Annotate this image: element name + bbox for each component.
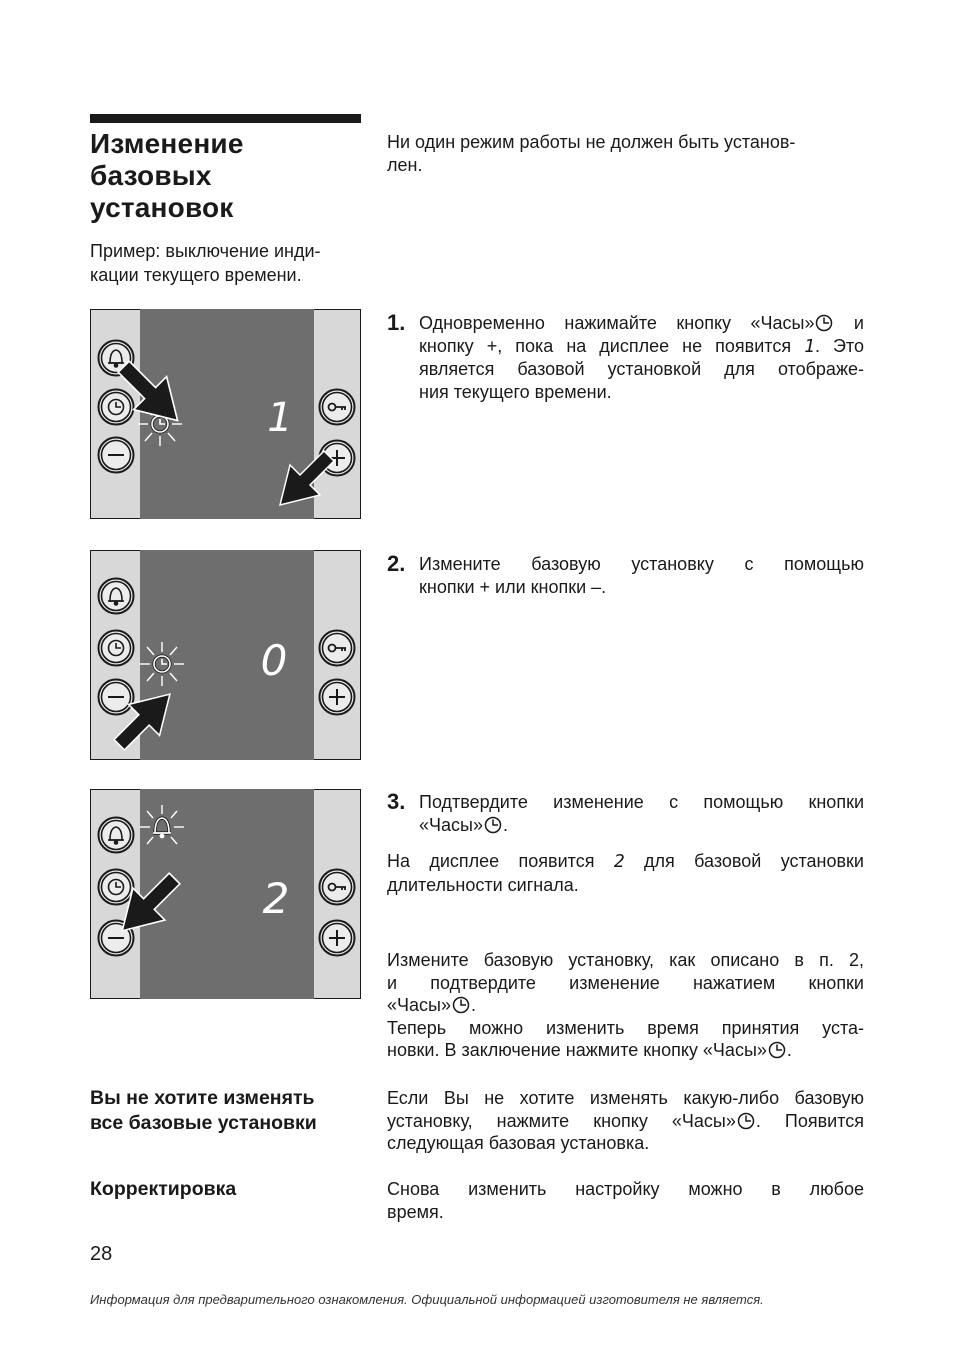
bell-button[interactable]	[99, 579, 134, 614]
text-run: Одновременно нажимайте кнопку «Часы»	[419, 313, 815, 333]
section-title	[90, 128, 370, 224]
text-run: Подтвердите изменение с помощью кнопки	[419, 792, 864, 812]
text-line	[387, 1132, 864, 1155]
display-digit: 0	[260, 636, 288, 685]
plus-button[interactable]	[320, 680, 355, 715]
text-run: и	[834, 313, 864, 333]
clock-icon	[452, 996, 470, 1014]
clock-icon	[815, 314, 833, 332]
text-run: На дисплее появится	[387, 851, 614, 871]
text-line	[419, 358, 864, 381]
section-rule	[90, 114, 361, 123]
text-run: .	[786, 1040, 792, 1060]
text-run: установку, нажмите кнопку «Часы»	[387, 1110, 736, 1131]
text-line	[419, 576, 864, 599]
text-line	[387, 1017, 864, 1040]
example-text	[90, 239, 370, 287]
section-title-line: Изменение	[90, 128, 244, 159]
clock-icon	[484, 816, 502, 834]
text-run: «Часы»	[387, 995, 451, 1015]
text-line	[387, 994, 864, 1017]
step-2-text	[419, 553, 864, 598]
section-title-line: базовых	[90, 160, 212, 191]
control-panel-step-2	[90, 550, 361, 760]
clock-button[interactable]	[99, 870, 134, 905]
text-run: Измените базовую установку с помощью	[419, 554, 864, 574]
display-digit: 2	[262, 874, 290, 923]
text-line	[387, 1087, 864, 1110]
text-run: кнопки + или кнопки –.	[419, 576, 607, 597]
text-run: . Это	[814, 335, 864, 356]
section-title-line: установок	[90, 192, 234, 223]
correction-heading: Корректировка	[90, 1178, 237, 1200]
intro-line: лен.	[387, 154, 423, 175]
skip-paragraph	[387, 1087, 864, 1155]
text-line	[419, 791, 864, 814]
key-button[interactable]	[320, 631, 355, 666]
display-digit: 1	[267, 395, 293, 441]
text-run: «Часы»	[419, 814, 483, 835]
disclaimer: Информация для предварительного ознакомления. Официальной информацией изготовителя не является.	[90, 1292, 764, 1307]
skip-heading-line: все базовые установки	[90, 1112, 317, 1134]
text-run: ния текущего времени.	[419, 381, 612, 402]
text-line	[387, 850, 864, 874]
text-run: Теперь можно изменить время принятия уста-	[387, 1017, 864, 1038]
bell-button[interactable]	[99, 818, 134, 853]
key-button[interactable]	[320, 870, 355, 905]
text-line	[387, 949, 864, 972]
correction-paragraph	[387, 1178, 864, 1223]
text-run: является базовой установкой для отображе-	[419, 359, 864, 379]
segment-digit: 1	[804, 335, 815, 357]
step-number: 1.	[387, 310, 406, 335]
step-3-text	[419, 791, 864, 836]
text-run: Если Вы не хотите изменять какую-либо базовую	[387, 1088, 864, 1108]
step-number: 2.	[387, 551, 406, 576]
clock-icon	[737, 1112, 755, 1130]
text-line	[387, 874, 864, 897]
minus-button[interactable]	[99, 680, 134, 715]
step-number: 3.	[387, 789, 406, 814]
text-line	[419, 814, 864, 837]
text-line	[387, 1110, 864, 1133]
text-line	[387, 972, 864, 995]
correction-line: Снова изменить настройку можно в любое	[387, 1179, 864, 1199]
text-run: кнопку +, пока на дисплее не появится	[419, 335, 805, 356]
plus-button[interactable]	[320, 921, 355, 956]
page-number: 28	[90, 1243, 113, 1265]
further-steps-paragraph	[387, 949, 864, 1062]
step-1-text	[419, 312, 864, 403]
example-line: кации текущего времени.	[90, 265, 302, 285]
text-line	[387, 1039, 864, 1062]
correction-line: время.	[387, 1201, 444, 1222]
text-line	[419, 335, 864, 359]
clock-button[interactable]	[99, 631, 134, 666]
text-run: длительности сигнала.	[387, 874, 579, 895]
text-run: .	[470, 995, 476, 1015]
text-line	[419, 381, 864, 404]
display-note-paragraph	[387, 850, 864, 896]
text-line	[419, 553, 864, 576]
minus-button[interactable]	[99, 438, 134, 473]
example-line: Пример: выключение инди-	[90, 241, 321, 261]
skip-heading	[90, 1086, 375, 1136]
text-run: и подтвердите изменение нажатием кнопки	[387, 972, 864, 993]
text-line	[419, 312, 864, 335]
clock-icon	[768, 1041, 786, 1059]
text-run: новки. В заключение нажмите кнопку «Часы»	[387, 1040, 767, 1060]
key-button[interactable]	[320, 390, 355, 425]
control-panel-step-1	[90, 309, 361, 519]
segment-digit: 2	[613, 851, 625, 872]
control-panel-step-3	[90, 789, 361, 999]
text-run: следующая базовая установка.	[387, 1133, 650, 1153]
intro-line: Ни один режим работы не должен быть установ-	[387, 132, 796, 152]
skip-heading-line: Вы не хотите изменять	[90, 1087, 315, 1109]
intro-paragraph	[387, 131, 864, 176]
clock-button[interactable]	[99, 390, 134, 425]
text-run: для базовой установки	[624, 851, 864, 871]
text-run: Измените базовую установку, как описано в п. 2,	[387, 950, 864, 970]
text-run: .	[502, 814, 508, 835]
text-run: . Появится	[755, 1110, 864, 1131]
